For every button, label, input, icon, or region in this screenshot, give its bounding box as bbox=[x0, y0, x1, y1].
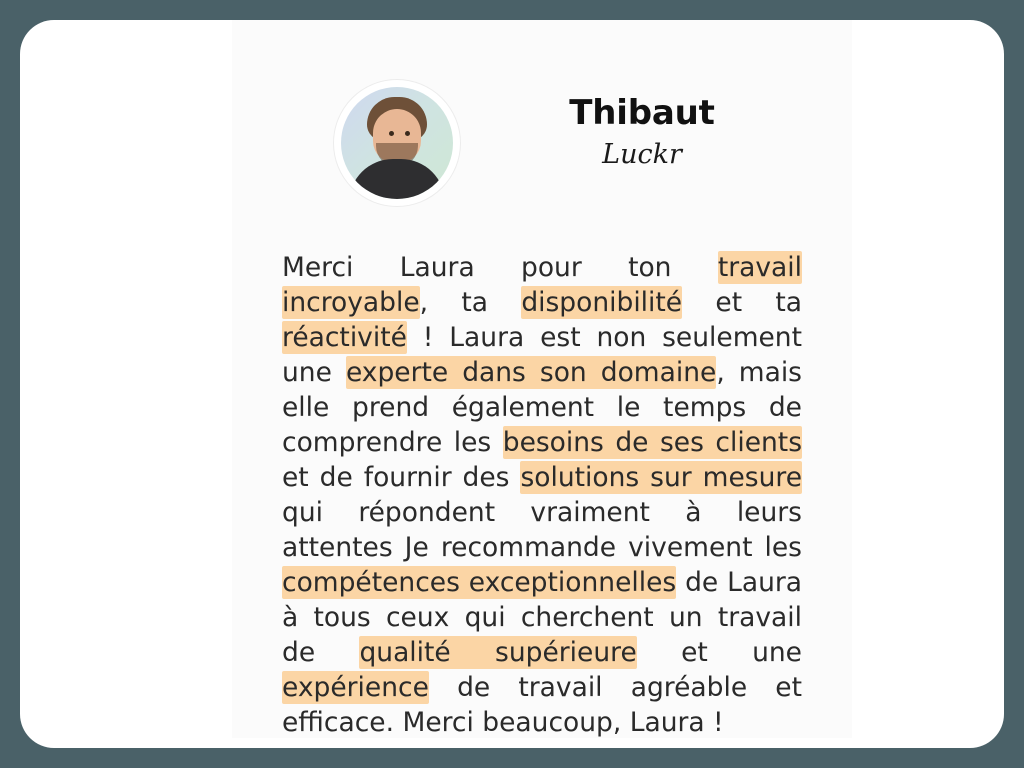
author-block bbox=[482, 80, 802, 169]
highlighted-phrase: réactivité bbox=[282, 322, 407, 353]
author-company: Luckr bbox=[602, 138, 682, 170]
quote-text: ! Laura est non seulement une bbox=[282, 322, 802, 388]
highlighted-phrase: besoins de ses clients bbox=[502, 427, 802, 458]
avatar bbox=[334, 80, 460, 206]
highlighted-phrase: travail incroyable bbox=[282, 252, 802, 318]
testimonial-quote bbox=[282, 250, 802, 740]
highlighted-phrase: disponibilité bbox=[521, 287, 683, 318]
avatar-portrait-icon bbox=[341, 87, 453, 199]
testimonial-header bbox=[334, 80, 802, 206]
quote-text: qui répondent vraiment à leurs attentes Je recommande vivement les bbox=[282, 497, 802, 563]
highlighted-phrase: expérience bbox=[282, 672, 429, 703]
quote-text: et une bbox=[636, 637, 802, 668]
quote-text: , mais elle prend également le temps de comprendre les bbox=[282, 357, 802, 458]
highlighted-phrase: qualité supérieure bbox=[359, 637, 637, 668]
author-name: Thibaut bbox=[569, 93, 715, 133]
quote-text: , ta bbox=[419, 287, 522, 318]
quote-text: de Laura à tous ceux qui cherchent un travail de bbox=[282, 567, 803, 668]
quote-text: et ta bbox=[682, 287, 803, 318]
highlighted-phrase: experte dans son domaine bbox=[345, 357, 717, 388]
quote-text: Merci Laura pour ton bbox=[282, 252, 718, 283]
testimonial-card bbox=[20, 20, 1004, 748]
quote-text: et de fournir des bbox=[282, 462, 521, 493]
testimonial-content bbox=[232, 20, 852, 738]
highlighted-phrase: compétences exceptionnelles bbox=[282, 567, 677, 598]
quote-text: de travail agréable et efficace. Merci beaucoup, Laura ! bbox=[282, 672, 802, 738]
highlighted-phrase: solutions sur mesure bbox=[520, 462, 802, 493]
